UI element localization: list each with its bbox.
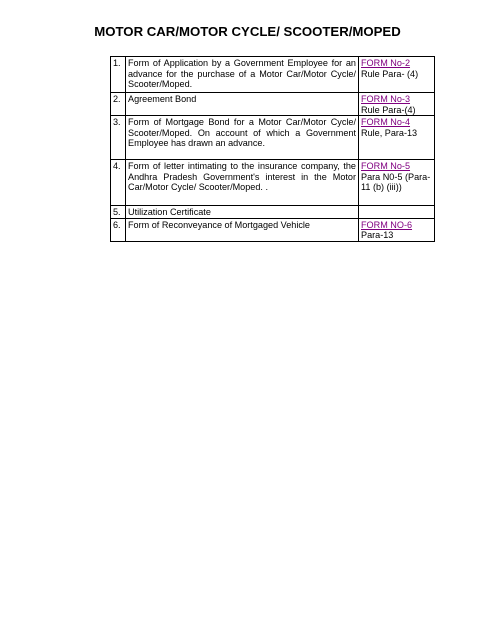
row-number: 4. [111,160,126,206]
form-reference-cell [359,93,435,116]
rule-reference: Para N0-5 (Para-11 (b) (iii)) [361,171,431,193]
forms-table [110,56,435,242]
page-title: MOTOR CAR/MOTOR CYCLE/ SCOOTER/MOPED [94,24,401,39]
form-link[interactable]: FORM No-5 [361,161,411,172]
table-row [111,57,435,93]
form-description: Form of Reconveyance of Mortgaged Vehicle [126,218,359,241]
form-reference-cell [359,116,435,160]
form-reference-cell [359,206,435,219]
row-number: 3. [111,116,126,160]
table-row [111,93,435,116]
row-number: 1. [111,57,126,93]
row-number: 6. [111,218,126,241]
rule-reference: Rule Para-(4) [361,104,416,115]
table-row [111,218,435,241]
table-row [111,206,435,219]
row-number: 5. [111,206,126,219]
form-reference-cell [359,57,435,93]
form-description: Form of letter intimating to the insurance company, the Andhra Pradesh Government's interest in the Motor Car/Motor Cycle/ Scooter/Moped. . [126,160,359,206]
form-link[interactable]: FORM No-3 [361,94,411,104]
table-row [111,116,435,160]
form-link[interactable]: FORM NO-6 [361,219,413,230]
table-row [111,160,435,206]
form-link[interactable]: FORM No-4 [361,117,411,128]
rule-reference: Rule Para- (4) [361,68,419,79]
row-number: 2. [111,93,126,116]
form-description: Form of Mortgage Bond for a Motor Car/Motor Cycle/ Scooter/Moped. On account of which a Government Employee has drawn an advance. [126,116,359,160]
form-description: Utilization Certificate [126,206,359,219]
form-link[interactable]: FORM No-2 [361,58,411,68]
form-description: Form of Application by a Government Employee for an advance for the purchase of a Motor Car/Motor Cycle/ Scooter/Moped. [126,57,359,93]
form-description: Agreement Bond [126,93,359,116]
rule-reference: Para-13 [361,230,394,241]
form-reference-cell [359,218,435,241]
rule-reference: Rule, Para-13 [361,127,418,138]
form-reference-cell [359,160,435,206]
